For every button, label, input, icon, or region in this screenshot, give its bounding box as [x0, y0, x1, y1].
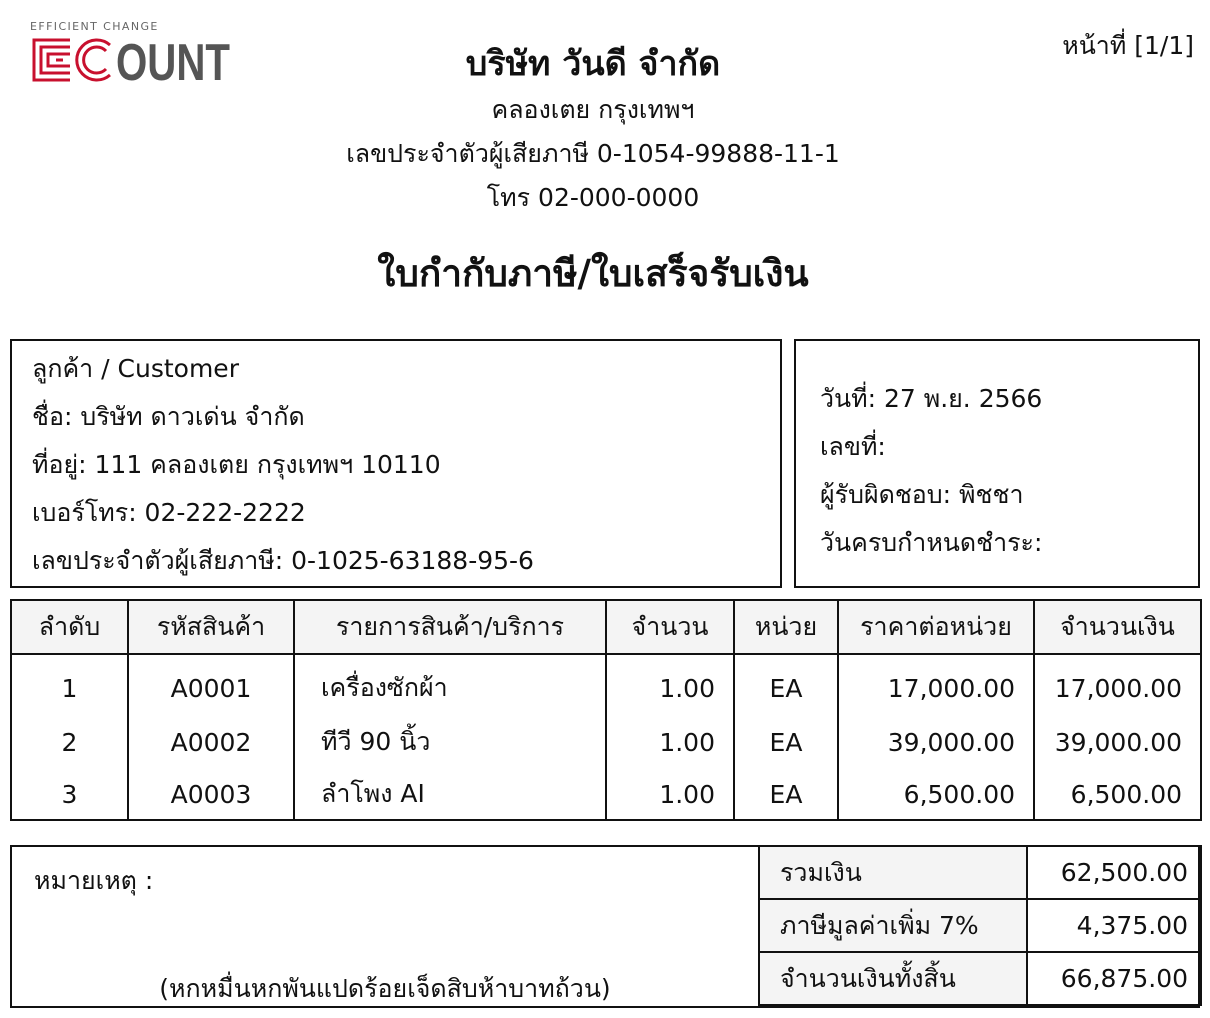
- document-title: ใบกำกับภาษี/ใบเสร็จรับเงิน: [377, 252, 809, 295]
- table-row: [11, 654, 1201, 715]
- row-qty: 1.00: [606, 769, 734, 820]
- customer-tax-id: เลขประจำตัวผู้เสียภาษี: 0-1025-63188-95-6: [32, 546, 534, 575]
- table-row: [11, 769, 1201, 820]
- totals-table: [758, 845, 1202, 1006]
- responsible-person: ผู้รับผิดชอบ: พิชชา: [820, 480, 1024, 509]
- row-description: ลำโพง AI: [294, 769, 606, 820]
- header-unit-price: ราคาต่อหน่วย: [838, 600, 1034, 654]
- grand-total-row: [759, 952, 1201, 1005]
- items-table-header: [11, 600, 1201, 654]
- customer-heading: ลูกค้า / Customer: [32, 354, 239, 383]
- row-code: A0003: [128, 769, 294, 820]
- amount-in-words: (หกหมื่นหกพันแปดร้อยเจ็ดสิบห้าบาทถ้วน): [159, 974, 611, 1003]
- row-unit-price: 17,000.00: [838, 654, 1034, 715]
- row-no: 2: [11, 715, 128, 769]
- header-unit: หน่วย: [734, 600, 838, 654]
- row-unit-price: 39,000.00: [838, 715, 1034, 769]
- row-no: 3: [11, 769, 128, 820]
- row-code: A0002: [128, 715, 294, 769]
- header-amount: จำนวนเงิน: [1034, 600, 1201, 654]
- document-info-box: [794, 339, 1200, 588]
- subtotal-value: 62,500.00: [1027, 846, 1201, 899]
- page-number: หน้าที่ [1/1]: [1062, 31, 1194, 60]
- row-unit: EA: [734, 769, 838, 820]
- row-qty: 1.00: [606, 715, 734, 769]
- row-amount: 6,500.00: [1034, 769, 1201, 820]
- svg-text:OUNT: OUNT: [116, 34, 231, 92]
- vat-value: 4,375.00: [1027, 899, 1201, 952]
- items-table: [10, 599, 1202, 821]
- logo-tagline: EFFICIENT CHANGE: [30, 20, 159, 33]
- header-code: รหัสสินค้า: [128, 600, 294, 654]
- row-unit: EA: [734, 715, 838, 769]
- customer-box: [10, 339, 782, 588]
- row-amount: 39,000.00: [1034, 715, 1201, 769]
- row-description: เครื่องซักผ้า: [294, 654, 606, 715]
- grand-total-label: จำนวนเงินทั้งสิ้น: [759, 952, 1027, 1005]
- customer-phone: เบอร์โทร: 02-222-2222: [32, 498, 306, 527]
- header-qty: จำนวน: [606, 600, 734, 654]
- vat-label: ภาษีมูลค่าเพิ่ม 7%: [759, 899, 1027, 952]
- row-description: ทีวี 90 นิ้ว: [294, 715, 606, 769]
- row-no: 1: [11, 654, 128, 715]
- header-description: รายการสินค้า/บริการ: [294, 600, 606, 654]
- remark-label: หมายเหตุ :: [34, 866, 154, 895]
- customer-name: ชื่อ: บริษัท ดาวเด่น จำกัด: [32, 402, 305, 431]
- company-name: บริษัท วันดี จำกัด: [465, 44, 721, 84]
- table-row: [11, 715, 1201, 769]
- due-date: วันครบกำหนดชำระ:: [820, 528, 1043, 557]
- header-no: ลำดับ: [11, 600, 128, 654]
- company-tax-id: เลขประจำตัวผู้เสียภาษี 0-1054-99888-11-1: [346, 139, 840, 168]
- row-unit-price: 6,500.00: [838, 769, 1034, 820]
- footer-box: [10, 845, 1200, 1008]
- subtotal-label: รวมเงิน: [759, 846, 1027, 899]
- company-phone: โทร 02-000-0000: [486, 183, 700, 212]
- row-amount: 17,000.00: [1034, 654, 1201, 715]
- document-date: วันที่: 27 พ.ย. 2566: [820, 384, 1043, 413]
- customer-address: ที่อยู่: 111 คลองเตย กรุงเทพฯ 10110: [32, 450, 441, 479]
- vat-row: [759, 899, 1201, 952]
- row-code: A0001: [128, 654, 294, 715]
- row-qty: 1.00: [606, 654, 734, 715]
- grand-total-value: 66,875.00: [1027, 952, 1201, 1005]
- document-number: เลขที่:: [820, 432, 886, 461]
- row-unit: EA: [734, 654, 838, 715]
- subtotal-row: [759, 846, 1201, 899]
- company-address: คลองเตย กรุงเทพฯ: [491, 95, 695, 124]
